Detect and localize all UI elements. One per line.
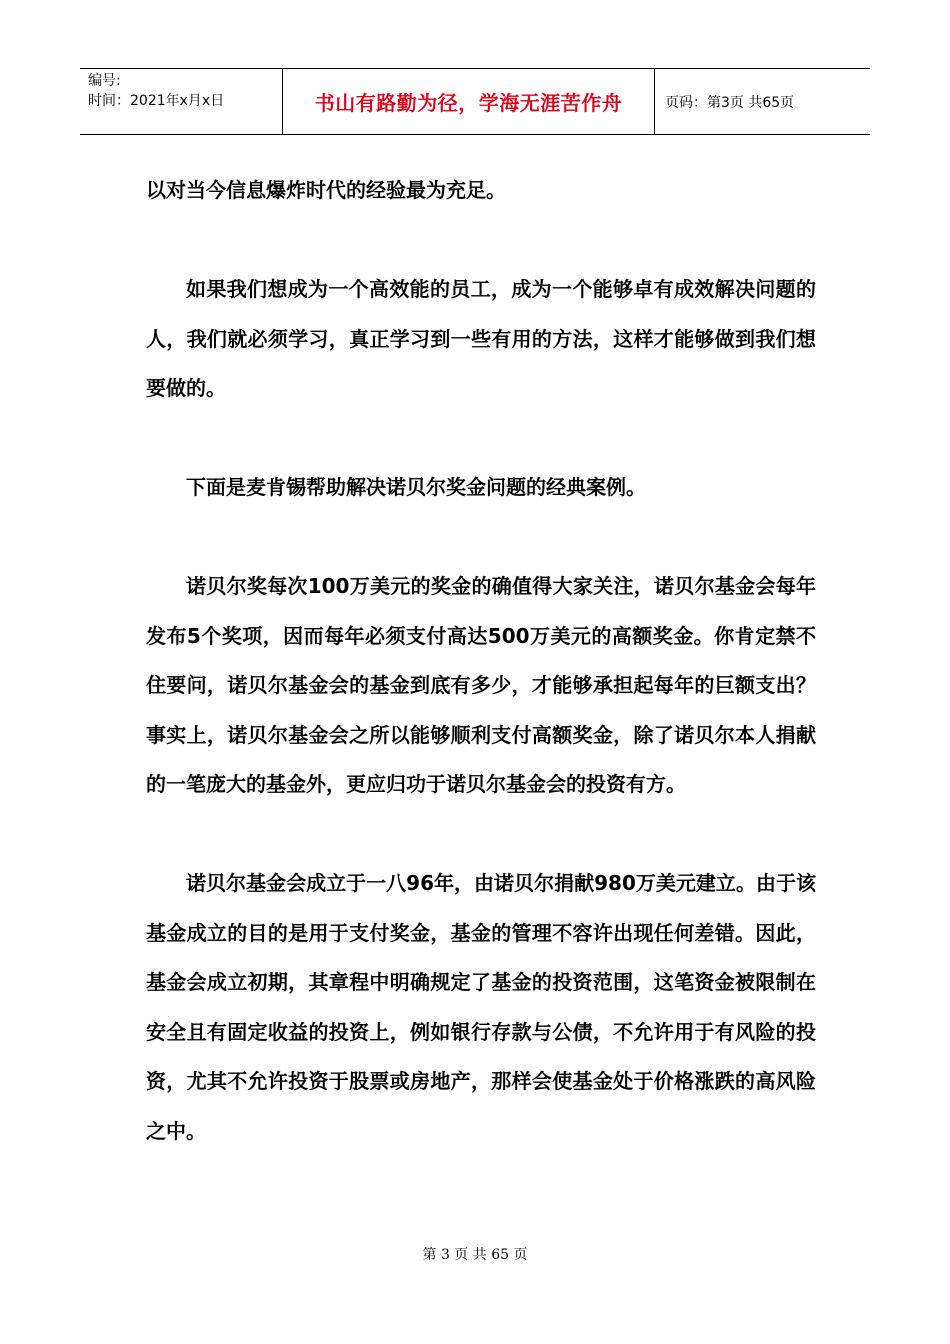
page-footer: 第 3 页 共 65 页 bbox=[422, 1247, 528, 1263]
paragraph: 诺贝尔奖每次100万美元的奖金的确值得大家关注，诺贝尔基金会每年发布5个奖项，因而每年必须支付高达500万美元的高额奖金。你肯定禁不住要问，诺贝尔基金会的基金到底有多少，才能够承担起每年的巨额支出？事实上，诺贝尔基金会之所以能够顺利支付高额奖金，除了诺贝尔本人捐献的一笔庞大的基金外，更应归功于诺贝尔基金会的投资有方。 bbox=[146, 574, 816, 796]
number-label: 编号: bbox=[88, 73, 121, 89]
paragraph: 诺贝尔基金会成立于一八96年，由诺贝尔捐献980万美元建立。由于该基金成立的目的是用于支付奖金，基金的管理不容许出现任何差错。因此，基金会成立初期，其章程中明确规定了基金的投资范围，这笔资金被限制在安全且有固定收益的投资上，例如银行存款与公债，不允许用于有风险的投资，尤其不允许投资于股票或房地产，那样会使基金处于价格涨跌的高风险之中。 bbox=[146, 871, 816, 1143]
header-meta bbox=[80, 69, 283, 134]
paragraph: 下面是麦肯锡帮助解决诺贝尔奖金问题的经典案例。 bbox=[186, 475, 646, 499]
page-header bbox=[80, 68, 870, 135]
document-body bbox=[146, 166, 816, 1156]
header-page-info: 页码：第3页 共65页 bbox=[665, 94, 795, 111]
paragraph: 以对当今信息爆炸时代的经验最为充足。 bbox=[146, 178, 506, 202]
time-label: 时间：2021年x月x日 bbox=[88, 93, 225, 109]
paragraph: 如果我们想成为一个高效能的员工，成为一个能够卓有成效解决问题的人，我们就必须学习，真正学习到一些有用的方法，这样才能够做到我们想要做的。 bbox=[146, 277, 816, 400]
header-motto: 书山有路勤为径，学海无涯苦作舟 bbox=[283, 69, 655, 134]
